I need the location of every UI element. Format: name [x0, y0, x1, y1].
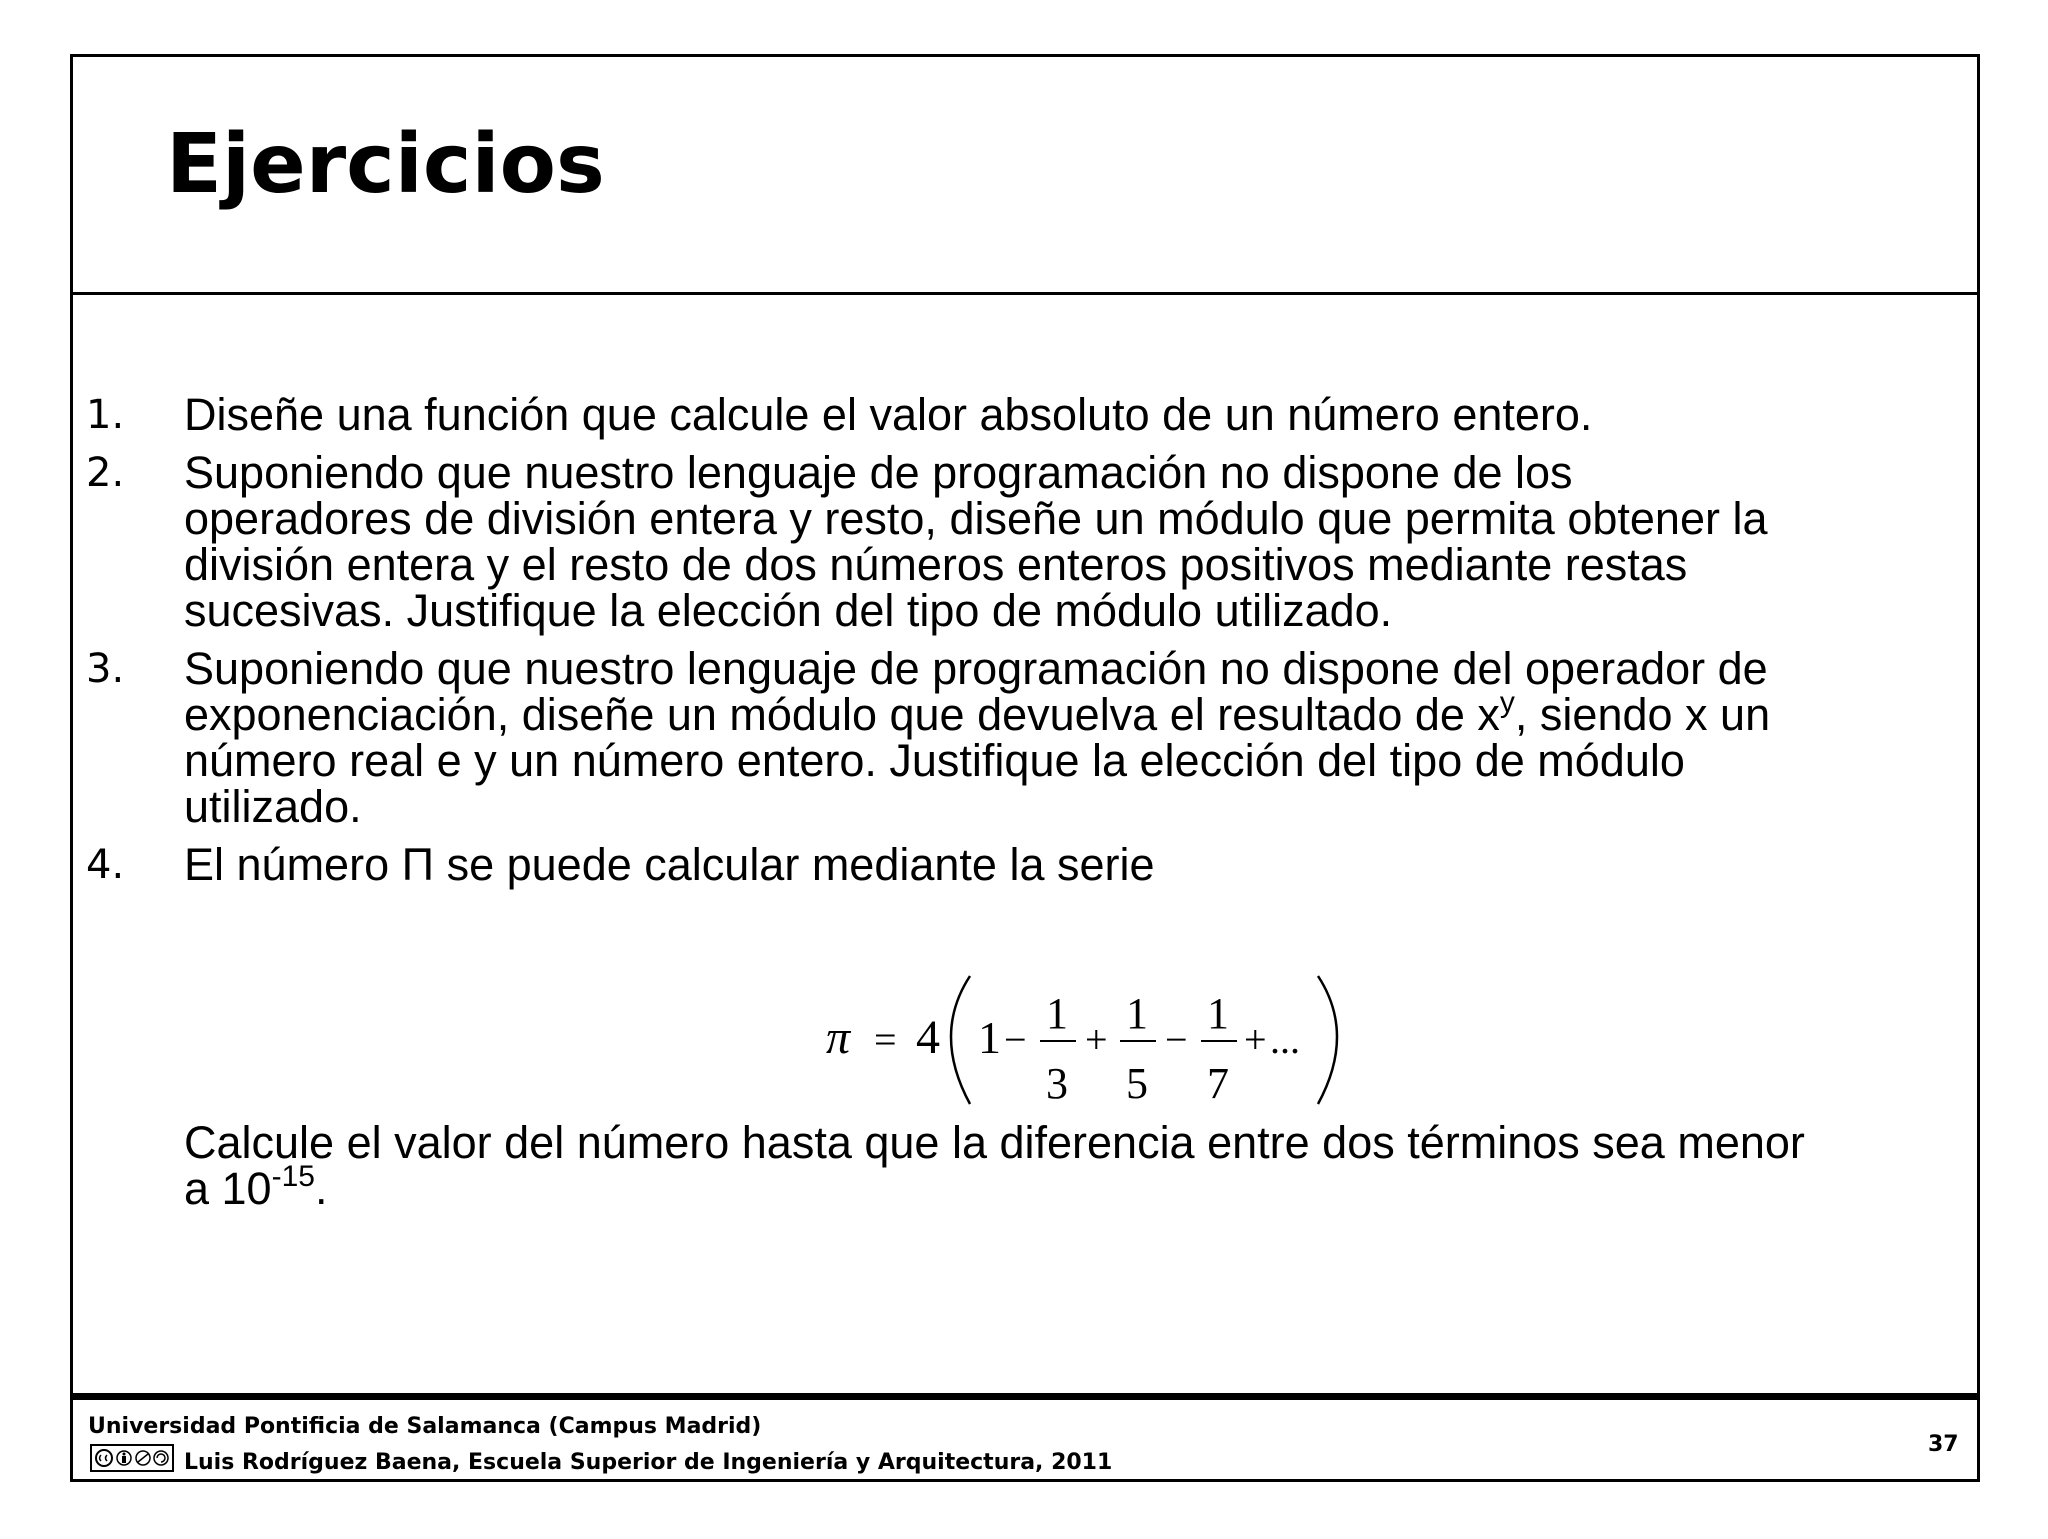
continuation-superscript: -15	[271, 1160, 315, 1193]
formula-factor: 4	[916, 1011, 940, 1064]
exercise-item-2	[86, 447, 1786, 636]
page-title: Ejercicios	[166, 117, 605, 212]
title-divider	[70, 292, 1980, 295]
exercise-item-1	[86, 389, 1786, 440]
continuation-text-before-power: Calcule el valor del número hasta que la diferencia entre dos términos sea menor a 10	[184, 1117, 1805, 1214]
exercise-number: 1.	[86, 392, 125, 438]
exercise-text: El número Π se puede calcular mediante la serie	[184, 839, 1155, 890]
exercise-item-3	[86, 643, 1786, 832]
formula-minus-2: −	[1165, 1017, 1188, 1062]
exercise-4-continuation	[184, 1117, 1834, 1214]
exercise-number: 3.	[86, 646, 125, 692]
left-parenthesis	[951, 976, 970, 1104]
page-number: 37	[1928, 1432, 1959, 1457]
exercise-text	[184, 643, 1786, 832]
fraction-denominator-3: 7	[1207, 1059, 1229, 1108]
exercise-text: Diseñe una función que calcule el valor absoluto de un número entero.	[184, 389, 1593, 440]
formula-minus-1: −	[1004, 1017, 1027, 1062]
pi-symbol: π	[826, 1011, 851, 1064]
fraction-numerator-3: 1	[1207, 989, 1229, 1038]
exercise-list	[86, 389, 1786, 900]
exercise-number: 2.	[86, 450, 125, 496]
exercise-item-4	[86, 839, 1786, 890]
fraction-denominator-1: 3	[1046, 1059, 1068, 1108]
exercise-text-before-power: Suponiendo que nuestro lenguaje de programación no dispone del operador de exponenciación, diseñe un módulo que devuelva el resultado de x	[184, 643, 1768, 740]
fraction-numerator-2: 1	[1126, 989, 1148, 1038]
formula-term-1: 1	[978, 1012, 1001, 1063]
exercise-text-after-power: , siendo x un número real e y un número entero. Justifique la elección del tipo de módulo utilizado.	[184, 689, 1771, 832]
footer-author: Luis Rodríguez Baena, Escuela Superior de Ingeniería y Arquitectura, 2011	[184, 1450, 1113, 1475]
exercise-number: 4.	[86, 842, 125, 888]
formula-ellipsis: ...	[1270, 1017, 1300, 1062]
creative-commons-license-icon	[90, 1444, 174, 1472]
exercise-text: Suponiendo que nuestro lenguaje de programación no dispone de los operadores de división entera y resto, diseñe un módulo que permita obtener la división entera y el resto de dos números enteros positivos mediante restas sucesivas. Justifique la elección del tipo de módulo utilizado.	[184, 447, 1768, 636]
pi-series-formula-svg	[726, 968, 1346, 1118]
formula-plus-2: +	[1244, 1017, 1267, 1062]
formula-equals: =	[874, 1017, 897, 1062]
right-parenthesis	[1318, 976, 1337, 1104]
fraction-denominator-2: 5	[1126, 1059, 1148, 1108]
footer-divider	[70, 1393, 1980, 1400]
power-superscript: y	[1499, 686, 1515, 719]
formula-plus-1: +	[1085, 1017, 1108, 1062]
creative-commons-by-nc-sa-icon	[93, 1447, 171, 1469]
continuation-text-after-power: .	[314, 1163, 328, 1214]
footer-organization: Universidad Pontificia de Salamanca (Campus Madrid)	[88, 1414, 762, 1439]
fraction-numerator-1: 1	[1046, 989, 1068, 1038]
pi-series-formula	[86, 968, 1786, 1118]
